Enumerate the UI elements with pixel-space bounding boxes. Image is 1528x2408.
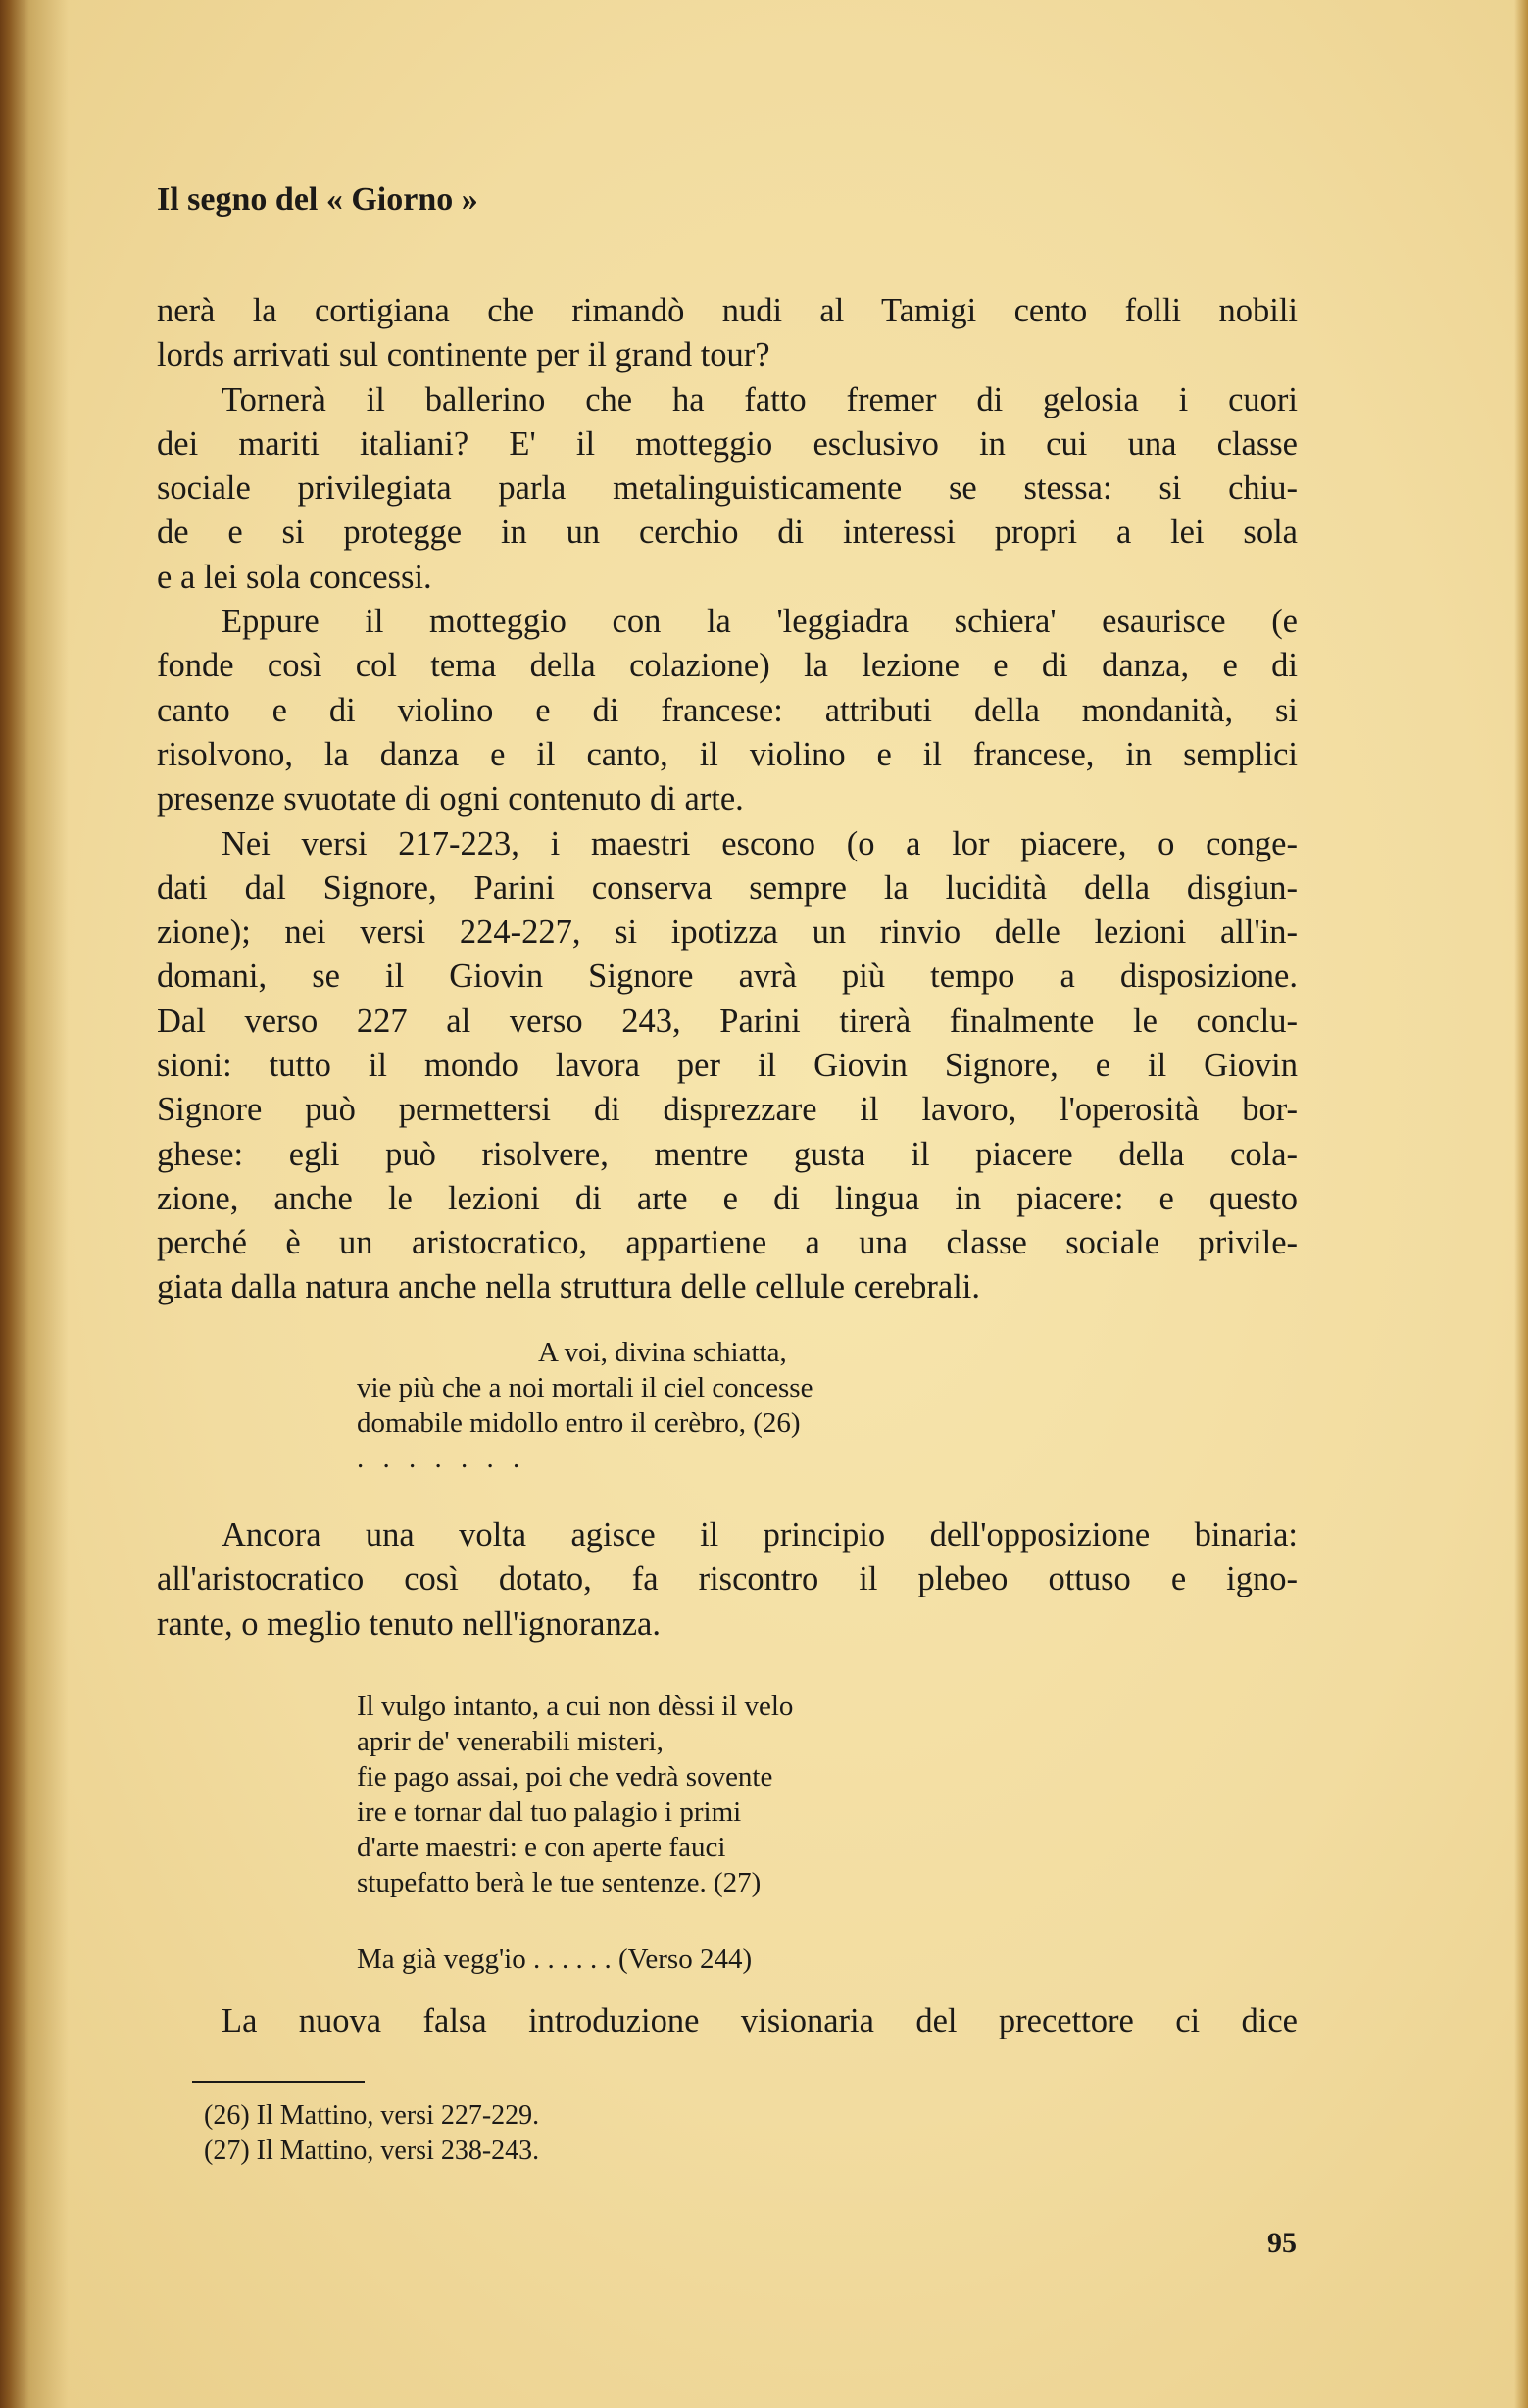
verse-line: domabile midollo entro il cerèbro, (26) bbox=[357, 1407, 801, 1439]
text-line: domani, se il Giovin Signore avrà più tempo a disposizione. bbox=[157, 958, 1298, 996]
text-line: Eppure il motteggio con la 'leggiadra schiera' esaurisce (e bbox=[222, 603, 1298, 640]
text-line: lords arrivati sul continente per il grand tour? bbox=[157, 336, 770, 374]
text-line: all'aristocratico così dotato, fa riscontro il plebeo ottuso e igno- bbox=[157, 1560, 1298, 1598]
text-line: Dal verso 227 al verso 243, Parini tirerà finalmente le conclu- bbox=[157, 1002, 1298, 1040]
running-header: Il segno del « Giorno » bbox=[157, 181, 478, 218]
text-line: rante, o meglio tenuto nell'ignoranza. bbox=[157, 1604, 661, 1643]
text-line: Ancora una volta agisce il principio dell'opposizione binaria: bbox=[222, 1516, 1298, 1553]
verse-line: A voi, divina schiatta, bbox=[538, 1337, 787, 1368]
verse-reference bbox=[357, 1941, 752, 1977]
verse-ellipsis: . . . . . . . bbox=[357, 1443, 526, 1474]
text-line: presenze svuotate di ogni contenuto di arte. bbox=[157, 780, 744, 818]
text-line: canto e di violino e di francese: attributi della mondanità, si bbox=[157, 691, 1298, 729]
paragraph-ancora bbox=[157, 1513, 1298, 1646]
text-line: dati dal Signore, Parini conserva sempre la lucidità della disgiun- bbox=[157, 868, 1298, 907]
verse-line: aprir de' venerabili misteri, bbox=[357, 1726, 664, 1757]
verse-line: Ma già vegg'io . . . . . . (Verso 244) bbox=[357, 1943, 753, 1975]
page-edge-shadow bbox=[1514, 0, 1528, 2408]
verse-line: Il vulgo intanto, a cui non dèssi il velo bbox=[357, 1691, 794, 1722]
text-line: Nei versi 217-223, i maestri escono (o a lor piacere, o conge- bbox=[222, 824, 1298, 862]
text-line: Signore può permettersi di disprezzare il lavoro, l'operosità bor- bbox=[157, 1091, 1298, 1129]
footnote-26: (26) Il Mattino, versi 227-229. bbox=[204, 2100, 540, 2131]
verse-line: fie pago assai, poi che vedrà sovente bbox=[357, 1761, 773, 1793]
text-line: nerà la cortigiana che rimandò nudi al Tamigi cento folli nobili bbox=[157, 292, 1298, 329]
text-line: La nuova falsa introduzione visionaria del precettore ci dice bbox=[222, 2002, 1298, 2039]
paragraph-continuation bbox=[157, 289, 1298, 378]
text-line: Tornerà il ballerino che ha fatto fremer di gelosia i cuori bbox=[222, 380, 1298, 418]
verse-line: ire e tornar dal tuo palagio i primi bbox=[357, 1796, 742, 1828]
paragraph-tornera bbox=[157, 378, 1298, 600]
paragraph-nei-versi bbox=[157, 822, 1298, 1310]
text-line: perché è un aristocratico, appartiene a una classe sociale privile- bbox=[157, 1224, 1298, 1262]
verse-quote-27 bbox=[357, 1689, 793, 1900]
paragraph-la-nuova bbox=[157, 1999, 1298, 2043]
text-line: giata dalla natura anche nella struttura delle cellule cerebrali. bbox=[157, 1268, 981, 1306]
text-line: risolvono, la danza e il canto, il violino e il francese, in semplici bbox=[157, 735, 1298, 773]
verse-line: vie più che a noi mortali il ciel concesse bbox=[357, 1372, 813, 1403]
text-line: e a lei sola concessi. bbox=[157, 558, 432, 596]
text-line: fonde così col tema della colazione) la lezione e di danza, e di bbox=[157, 647, 1298, 685]
footnotes bbox=[204, 2098, 539, 2169]
text-line: dei mariti italiani? E' il motteggio esclusivo in cui una classe bbox=[157, 424, 1298, 463]
verse-line: d'arte maestri: e con aperte fauci bbox=[357, 1832, 726, 1863]
paragraph-eppure bbox=[157, 600, 1298, 821]
text-line: ghese: egli può risolvere, mentre gusta il piacere della cola- bbox=[157, 1135, 1298, 1173]
text-line: zione); nei versi 224-227, si ipotizza un rinvio delle lezioni all'in- bbox=[157, 913, 1298, 952]
page-number: 95 bbox=[1267, 2227, 1297, 2259]
verse-line: stupefatto berà le tue sentenze. (27) bbox=[357, 1867, 762, 1898]
verse-quote-26 bbox=[357, 1335, 813, 1476]
text-line: zione, anche le lezioni di arte e di lingua in piacere: e questo bbox=[157, 1179, 1298, 1217]
text-line: sociale privilegiata parla metalinguisticamente se stessa: si chiu- bbox=[157, 469, 1298, 508]
footnote-27: (27) Il Mattino, versi 238-243. bbox=[204, 2136, 540, 2166]
footnote-rule bbox=[192, 2081, 365, 2083]
text-line: de e si protegge in un cerchio di interessi propri a lei sola bbox=[157, 514, 1298, 552]
text-line: sioni: tutto il mondo lavora per il Giovin Signore, e il Giovin bbox=[157, 1046, 1298, 1084]
